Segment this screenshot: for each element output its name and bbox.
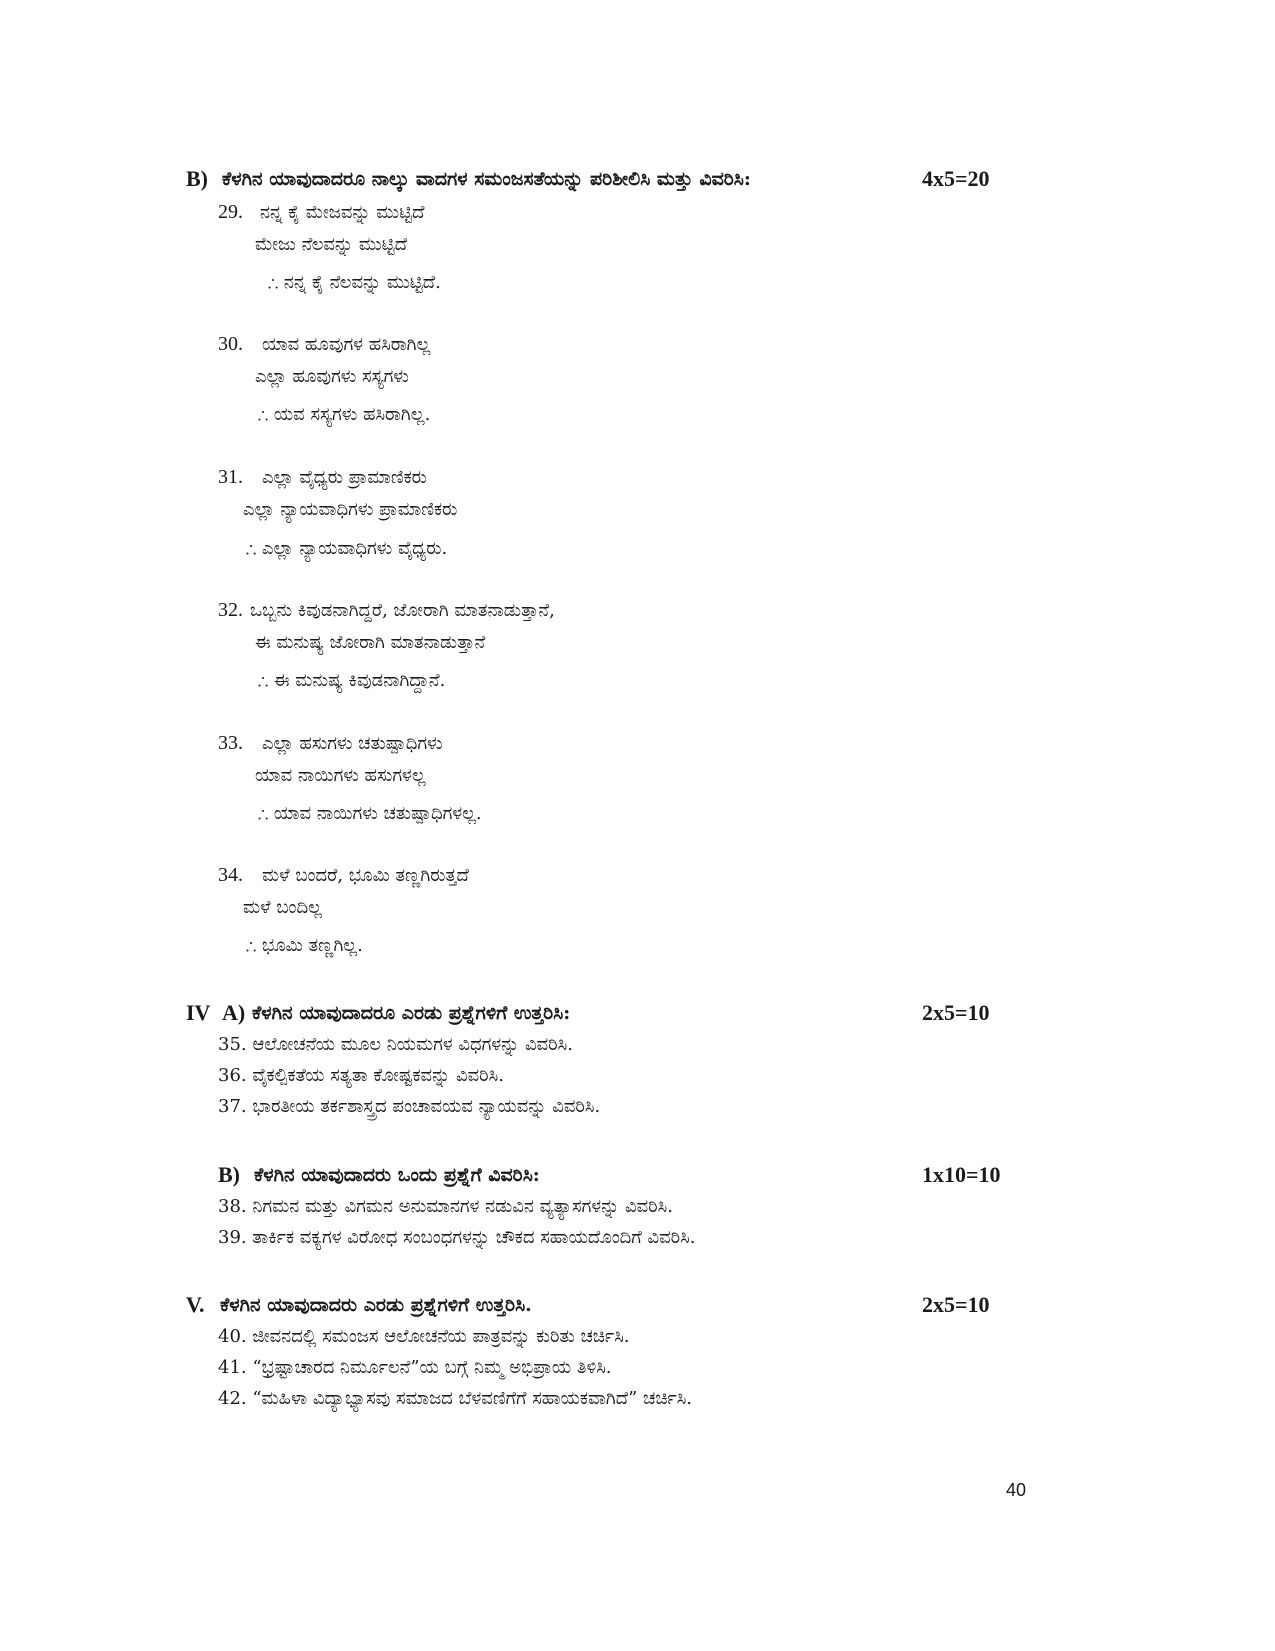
premise-line: ಎಲ್ಲಾ ವೈಧ್ಯರು ಪ್ರಾಮಾಣಿಕರು <box>262 467 427 488</box>
section-b-marks: 4x5=20 <box>922 166 990 191</box>
premise-line: ಎಲ್ಲಾ ಹೂವುಗಳು ಸಸ್ಯಗಳು <box>255 366 409 387</box>
section-b-heading: ಕೆಳಗಿನ ಯಾವುದಾದರೂ ನಾಲ್ಕು ವಾದಗಳ ಸಮಂಜಸತೆಯನ್ನು ಪರಿಶೀಲಿಸಿ ಮತ್ತು ವಿವರಿಸಿ: <box>222 168 751 190</box>
premise-line: ಎಲ್ಲಾ ಹಸುಗಳು ಚತುಷ್ಪಾಧಿಗಳು <box>262 733 443 754</box>
question-item: 39. ತಾರ್ಕಿಕ ವಕ್ಯಗಳ ವಿರೋಧ ಸಂಬಂಧಗಳನ್ನು ಚೌಕದ ಸಹಾಯದೊಂದಿಗೆ ವಿವರಿಸಿ. <box>218 1227 696 1248</box>
premise-line: ಮಳೆ ಬಂದಿಲ್ಲ <box>243 897 322 918</box>
conclusion-line: ∴ ನನ್ನ ಕೈ ನೆಲವನ್ನು ಮುಟ್ಟಿದೆ. <box>268 272 441 293</box>
question-item: 42. “ಮಹಿಳಾ ವಿದ್ಯಾಭ್ಯಾಸವು ಸಮಾಜದ ಬೆಳವಣಿಗೆಗೆ ಸಹಾಯಕವಾಗಿದೆ” ಚರ್ಚಿಸಿ. <box>218 1388 693 1409</box>
section-iv-a-heading: ಕೆಳಗಿನ ಯಾವುದಾದರೂ ಎರಡು ಪ್ರಶ್ನೆಗಳಿಗೆ ಉತ್ತರಿಸಿ: <box>252 1002 571 1024</box>
question-item: 41. “ಭ್ರಷ್ಟಾಚಾರದ ನಿರ್ಮೂಲನೆ”ಯ ಬಗ್ಗೆ ನಿಮ್ಮ ಅಭಿಪ್ರಾಯ ತಿಳಿಸಿ. <box>218 1357 612 1378</box>
conclusion-line: ∴ ಈ ಮನುಷ್ಯ ಕಿವುಡನಾಗಿದ್ದಾನೆ. <box>258 670 446 691</box>
question-number: 29. <box>218 201 243 223</box>
premise-line: ಯಾವ ನಾಯಿಗಳು ಹಸುಗಳಲ್ಲ <box>255 765 426 786</box>
conclusion-line: ∴ ಭೂಮಿ ತಣ್ಣಗಿಲ್ಲ. <box>246 935 363 956</box>
premise-line: ಮೇಜು ನೆಲವನ್ನು ಮುಟ್ಟಿದೆ <box>255 234 408 255</box>
conclusion-line: ∴ ಯಾವ ನಾಯಿಗಳು ಚತುಷ್ಪಾಧಿಗಳಲ್ಲ. <box>258 803 482 824</box>
section-v-marks: 2x5=10 <box>922 1292 990 1317</box>
question-number: 33. <box>218 732 243 754</box>
question-item: 40. ಜೀವನದಲ್ಲಿ ಸಮಂಜಸ ಆಲೋಚನೆಯ ಪಾತ್ರವನ್ನು ಕುರಿತು ಚರ್ಚಿಸಿ. <box>218 1326 630 1347</box>
question-item: 36. ವೈಕಲ್ಪಿಕತೆಯ ಸತ್ಯತಾ ಕೋಷ್ಟಕವನ್ನು ವಿವರಿಸಿ. <box>218 1065 504 1086</box>
question-item: 37. ಭಾರತೀಯ ತರ್ಕಶಾಸ್ತ್ರದ ಪಂಚಾವಯವ ನ್ಯಾಯವನ್ನು ವಿವರಿಸಿ. <box>218 1096 601 1117</box>
section-iv-roman: IV <box>186 1000 211 1025</box>
section-v-roman: V. <box>186 1292 205 1317</box>
premise-line: ಈ ಮನುಷ್ಯ ಜೋರಾಗಿ ಮಾತನಾಡುತ್ತಾನೆ <box>255 632 486 653</box>
premise-line: ಒಬ್ಬನು ಕಿವುಡನಾಗಿದ್ದರೆ, ಜೋರಾಗಿ ಮಾತನಾಡುತ್ತಾನೆ, <box>250 600 555 621</box>
section-iv-b-heading: ಕೆಳಗಿನ ಯಾವುದಾದರು ಒಂದು ಪ್ರಶ್ನೆಗೆ ವಿವರಿಸಿ: <box>254 1164 540 1186</box>
section-iv-a-marks: 2x5=10 <box>922 1000 990 1025</box>
conclusion-line: ∴ ಎಲ್ಲಾ ನ್ಯಾಯವಾಧಿಗಳು ವೈಧ್ಯರು. <box>246 538 448 559</box>
question-number: 34. <box>218 864 243 886</box>
section-iv-a-label: A) <box>222 1000 246 1025</box>
page-number: 40 <box>1006 1480 1027 1500</box>
premise-line: ಮಳೆ ಬಂದರೆ, ಭೂಮಿ ತಣ್ಣಗಿರುತ್ತದೆ <box>262 865 469 886</box>
question-number: 30. <box>218 333 243 355</box>
section-v-heading: ಕೆಳಗಿನ ಯಾವುದಾದರು ಎರಡು ಪ್ರಶ್ನೆಗಳಿಗೆ ಉತ್ತರಿಸಿ. <box>220 1294 532 1316</box>
premise-line: ಯಾವ ಹೂವುಗಳ ಹಸಿರಾಗಿಲ್ಲ <box>262 334 431 355</box>
conclusion-line: ∴ ಯವ ಸಸ್ಯಗಳು ಹಸಿರಾಗಿಲ್ಲ. <box>258 404 431 425</box>
premise-line: ಎಲ್ಲಾ ನ್ಯಾಯವಾಧಿಗಳು ಪ್ರಾಮಾಣಿಕರು <box>243 499 458 520</box>
premise-line: ನನ್ನ ಕೈ ಮೇಜವನ್ನು ಮುಟ್ಟಿದೆ <box>260 202 425 223</box>
section-iv-b-label: B) <box>218 1162 240 1187</box>
question-item: 35. ಆಲೋಚನೆಯ ಮೂಲ ನಿಯಮಗಳ ವಿಧಗಳನ್ನು ವಿವರಿಸಿ. <box>218 1034 573 1055</box>
question-item: 38. ನಿಗಮನ ಮತ್ತು ವಿಗಮನ ಅನುಮಾನಗಳ ನಡುವಿನ ವ್ಯತ್ಯಾಸಗಳನ್ನು ವಿವರಿಸಿ. <box>218 1196 673 1217</box>
section-iv-b-marks: 1x10=10 <box>922 1162 1001 1187</box>
section-b-label: B) <box>186 166 208 191</box>
question-number: 32. <box>218 599 243 621</box>
question-number: 31. <box>218 466 243 488</box>
